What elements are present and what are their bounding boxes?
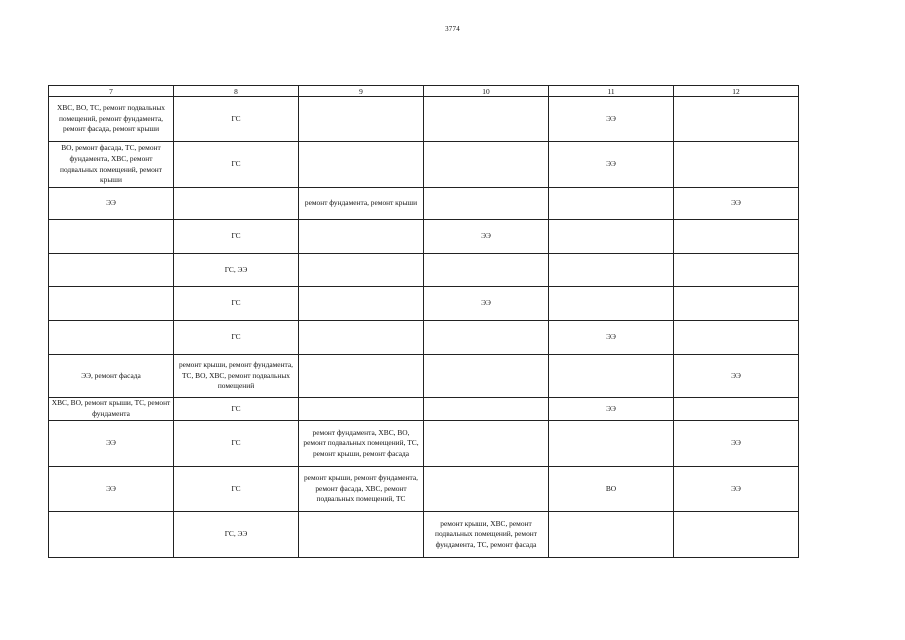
table-cell xyxy=(49,220,174,254)
table-cell: ХВС, ВО, ремонт крыши, ТС, ремонт фундамента xyxy=(49,398,174,421)
table-cell xyxy=(549,421,674,467)
table-cell xyxy=(674,220,799,254)
table-cell xyxy=(424,97,549,142)
table-row xyxy=(49,355,799,398)
table-cell xyxy=(299,220,424,254)
table-cell: ЭЭ, ремонт фасада xyxy=(49,355,174,398)
table-row xyxy=(49,321,799,355)
table-cell: ГС xyxy=(174,467,299,512)
table-cell: ремонт крыши, ремонт фундамента, ремонт фасада, ХВС, ремонт подвальных помещений, ТС xyxy=(299,467,424,512)
table-cell xyxy=(174,188,299,220)
table-cell xyxy=(424,321,549,355)
table-cell: ГС xyxy=(174,220,299,254)
table-cell xyxy=(49,287,174,321)
table-cell: ЭЭ xyxy=(549,142,674,188)
table-cell xyxy=(549,188,674,220)
table-cell: ГС xyxy=(174,421,299,467)
table-cell xyxy=(674,287,799,321)
table-cell xyxy=(549,287,674,321)
table-row xyxy=(49,254,799,287)
table-cell xyxy=(299,398,424,421)
table-cell: ГС, ЭЭ xyxy=(174,254,299,287)
table-cell: ЭЭ xyxy=(424,220,549,254)
table-cell xyxy=(299,512,424,558)
table-cell: ремонт крыши, ремонт фундамента, ТС, ВО, ХВС, ремонт подвальных помещений xyxy=(174,355,299,398)
table-cell: ЭЭ xyxy=(49,188,174,220)
table-cell xyxy=(674,321,799,355)
table-cell: ЭЭ xyxy=(549,321,674,355)
table-cell xyxy=(49,254,174,287)
table-cell: ЭЭ xyxy=(424,287,549,321)
table-cell: ГС xyxy=(174,97,299,142)
table-cell: ЭЭ xyxy=(674,421,799,467)
table-cell xyxy=(424,188,549,220)
column-header-12: 12 xyxy=(674,86,799,97)
table-cell xyxy=(299,142,424,188)
table-row xyxy=(49,421,799,467)
table-cell: ремонт крыши, ХВС, ремонт подвальных помещений, ремонт фундамента, ТС, ремонт фасада xyxy=(424,512,549,558)
table-cell: ВО xyxy=(549,467,674,512)
column-header-11: 11 xyxy=(549,86,674,97)
column-header-10: 10 xyxy=(424,86,549,97)
table-row xyxy=(49,398,799,421)
table-cell: ЭЭ xyxy=(49,421,174,467)
table-row xyxy=(49,287,799,321)
table-cell xyxy=(549,512,674,558)
table-header xyxy=(49,86,799,97)
table-cell xyxy=(424,355,549,398)
table-cell xyxy=(674,142,799,188)
table-cell: ЭЭ xyxy=(674,355,799,398)
table-row xyxy=(49,188,799,220)
data-table xyxy=(48,85,799,558)
table-cell: ГС xyxy=(174,398,299,421)
table-cell xyxy=(299,321,424,355)
table-cell xyxy=(549,355,674,398)
table-cell: ХВС, ВО, ТС, ремонт подвальных помещений, ремонт фундамента, ремонт фасада, ремонт крыши xyxy=(49,97,174,142)
table-cell xyxy=(424,254,549,287)
table-cell: ЭЭ xyxy=(49,467,174,512)
table-cell: ГС xyxy=(174,321,299,355)
table-cell: ЭЭ xyxy=(674,188,799,220)
table-cell xyxy=(674,398,799,421)
table-cell xyxy=(549,220,674,254)
table-body xyxy=(49,97,799,558)
table-cell xyxy=(424,398,549,421)
table-cell: ремонт фундамента, ХВС, ВО, ремонт подвальных помещений, ТС, ремонт крыши, ремонт фасада xyxy=(299,421,424,467)
table-cell xyxy=(674,254,799,287)
table-cell xyxy=(49,512,174,558)
table-cell xyxy=(299,287,424,321)
table-cell: ЭЭ xyxy=(674,467,799,512)
table-cell: ЭЭ xyxy=(549,398,674,421)
table-row xyxy=(49,467,799,512)
table-cell xyxy=(299,355,424,398)
table-cell xyxy=(299,254,424,287)
header-row xyxy=(49,86,799,97)
table-row xyxy=(49,512,799,558)
table-cell xyxy=(424,142,549,188)
page-number: 3774 xyxy=(445,25,460,33)
table-cell xyxy=(674,97,799,142)
table-cell xyxy=(424,421,549,467)
column-header-8: 8 xyxy=(174,86,299,97)
table-cell: ремонт фундамента, ремонт крыши xyxy=(299,188,424,220)
table-cell xyxy=(549,254,674,287)
table-cell xyxy=(674,512,799,558)
table-cell: ГС xyxy=(174,142,299,188)
table-cell: ВО, ремонт фасада, ТС, ремонт фундамента, ХВС, ремонт подвальных помещений, ремонт крыши xyxy=(49,142,174,188)
table-row xyxy=(49,142,799,188)
table-cell: ГС xyxy=(174,287,299,321)
table-cell xyxy=(299,97,424,142)
table-row xyxy=(49,97,799,142)
table-cell xyxy=(424,467,549,512)
table-row xyxy=(49,220,799,254)
table-cell: ГС, ЭЭ xyxy=(174,512,299,558)
column-header-7: 7 xyxy=(49,86,174,97)
column-header-9: 9 xyxy=(299,86,424,97)
table-cell: ЭЭ xyxy=(549,97,674,142)
table-cell xyxy=(49,321,174,355)
